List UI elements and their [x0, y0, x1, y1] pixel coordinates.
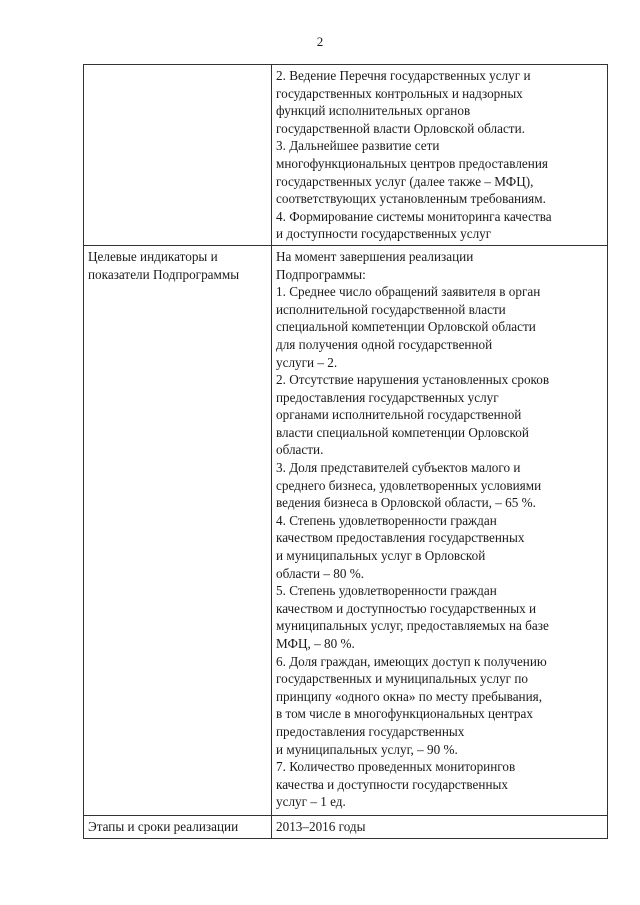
text-line: для получения одной государственной [276, 336, 493, 352]
text-line: услуг – 1 ед. [276, 794, 346, 810]
text-line: государственных и муниципальных услуг по [276, 671, 529, 687]
text-line: ведения бизнеса в Орловской области, – 65 %. [276, 495, 536, 511]
text-line: государственных контрольных и надзорных [276, 85, 523, 101]
text-line: предоставления государственных [276, 723, 465, 739]
text-line: соответствующих установленным требованиям. [276, 191, 546, 207]
text-line: органами исполнительной государственной [276, 407, 522, 423]
text-line: 3. Дальнейшее развитие сети [276, 138, 440, 154]
text-line: 4. Степень удовлетворенности граждан [276, 512, 497, 528]
text-line: качеством и доступностью государственных и [276, 600, 537, 616]
text-line: области – 80 %. [276, 565, 365, 581]
text-line: области. [276, 442, 324, 458]
text-line: и муниципальных услуг, – 90 %. [276, 741, 458, 757]
text-line: государственной власти Орловской области. [276, 120, 525, 136]
text-line: и муниципальных услуг в Орловской [276, 548, 486, 564]
table-row-tasks-continued [84, 65, 608, 246]
text-line: исполнительной государственной власти [276, 301, 506, 317]
text-line: 2. Ведение Перечня государственных услуг и [276, 68, 531, 83]
text-line: качества и доступности государственных [276, 776, 508, 792]
text-line: специальной компетенции Орловской области [276, 319, 536, 335]
text-line: 4. Формирование системы мониторинга качества [276, 208, 552, 224]
text-line: муниципальных услуг, предоставляемых на базе [276, 618, 549, 634]
text-line: в том числе в многофункциональных центрах [276, 706, 533, 722]
row-label-cell [84, 65, 272, 246]
text-line: 3. Доля представителей субъектов малого и [276, 460, 521, 476]
text-line: и доступности государственных услуг [276, 226, 492, 242]
tasks-content-cell [272, 65, 608, 246]
row-label-line: Этапы и сроки реализации [88, 818, 239, 834]
text-line: власти специальной компетенции Орловской [276, 424, 529, 440]
text-line: качеством предоставления государственных [276, 530, 525, 546]
text-line: 6. Доля граждан, имеющих доступ к получению [276, 653, 547, 669]
text-line: среднего бизнеса, удовлетворенных условиями [276, 477, 542, 493]
text-line: На момент завершения реализации [276, 248, 474, 264]
text-line: МФЦ, – 80 %. [276, 636, 355, 651]
row-label-cell [84, 815, 272, 838]
page-number: 2 [316, 34, 324, 49]
text-line: услуги – 2. [276, 354, 338, 370]
row-label-line: Целевые индикаторы и [88, 248, 218, 264]
text-line: 5. Степень удовлетворенности граждан [276, 583, 497, 599]
row-label-cell [84, 245, 272, 815]
text-line: функций исполнительных органов [276, 103, 471, 119]
text-line: государственных услуг (далее также – МФЦ), [276, 173, 534, 189]
row-label-line: показатели Подпрограммы [88, 266, 240, 282]
text-line: Подпрограммы: [276, 266, 366, 282]
text-line: предоставления государственных услуг [276, 389, 499, 405]
indicators-content-cell [272, 245, 608, 815]
subprogram-passport-table [83, 64, 608, 839]
text-line: принципу «одного окна» по месту пребывания, [276, 688, 543, 704]
text-line: 2013–2016 годы [276, 818, 366, 834]
terms-content-cell [272, 815, 608, 838]
text-line: 1. Среднее число обращений заявителя в орган [276, 284, 541, 300]
table-row-target-indicators [84, 245, 608, 815]
table-row-stages-and-terms [84, 815, 608, 838]
text-line: 7. Количество проведенных мониторингов [276, 759, 516, 775]
text-line: многофункциональных центров предоставления [276, 155, 548, 171]
text-line: 2. Отсутствие нарушения установленных сроков [276, 372, 550, 388]
